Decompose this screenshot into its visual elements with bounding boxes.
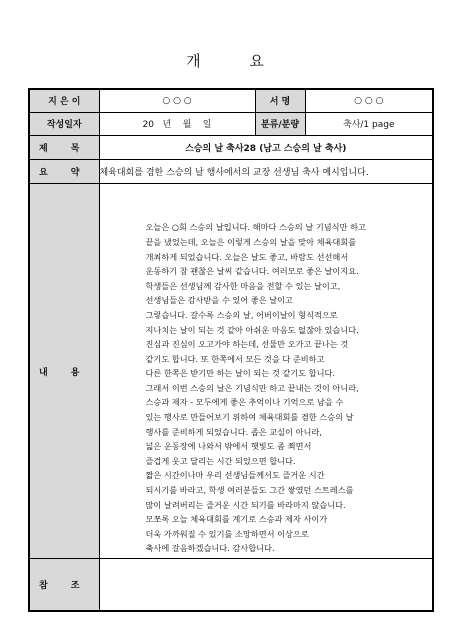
content-line: 행사를 준비하게 되었습니다. 좁은 교실이 아니라, <box>145 426 322 437</box>
content-line: 학생들은 선생님께 감사한 마음을 전할 수 있는 날이고, <box>145 280 341 291</box>
content-line: 같기도 합니다. 또 한쪽에서 모든 것을 다 준비하고 <box>145 353 325 364</box>
content-line: 끝을 냈었는데, 오늘은 이렇게 스승의 날을 맞아 체육대회를 <box>145 236 357 247</box>
content-line: 다른 한쪽은 받기만 하는 날이 되는 것 같기도 합니다. <box>145 368 336 379</box>
content-line: 그렇습니다. 갈수록 스승의 날, 어버이날이 형식적으로 <box>145 309 338 320</box>
summary-row <box>29 160 433 184</box>
date-label: 작성일자 <box>29 112 99 135</box>
content-line: 개최하게 되었습니다. 오늘은 날도 좋고, 바람도 선선해서 <box>145 251 349 262</box>
content-body <box>100 186 433 556</box>
content-line: 즐겁게 웃고 달리는 시간 되었으면 합니다. <box>145 455 296 466</box>
author-value: ○ ○ ○ <box>99 89 255 112</box>
author-row <box>29 89 433 112</box>
content-line: 축사에 갈음하겠습니다. 감사합니다. <box>145 543 275 554</box>
summary-value: 체육대회를 겸한 스승의 날 행사에서의 교장 선생님 축사 예시입니다. <box>99 160 433 184</box>
content-label: 내 용 <box>29 184 99 558</box>
content-line: 선생님들은 감사받을 수 있어 좋은 날이고 <box>145 295 293 306</box>
content-line: 짧은 시간이나마 우리 선생님들께서도 즐거운 시간 <box>145 470 325 481</box>
reference-row <box>29 558 433 611</box>
content-line: 되시기를 바라고, 학생 여러분들도 그간 쌓였던 스트레스를 <box>145 485 354 496</box>
content-line: 운동하기 참 괜찮은 날씨 같습니다. 여러모로 좋은 날이지요. <box>145 266 359 277</box>
content-line: 있는 행사로 만들어보기 위하여 체육대회를 겸한 스승의 날 <box>145 412 354 423</box>
content-line: 오늘은 ○회 스승의 날입니다. 해마다 스승의 날 기념식만 하고 <box>145 222 366 233</box>
content-line: 스승과 제자 - 모두에게 좋은 추억이나 기억으로 남을 수 <box>145 397 344 408</box>
author-label: 지 은 이 <box>29 89 99 112</box>
overview-table <box>28 88 434 612</box>
signature-label: 서 명 <box>255 89 305 112</box>
content-row <box>29 184 433 558</box>
category-label: 분류/분량 <box>255 112 305 135</box>
content-line: 지나치는 날이 되는 것 같아 아쉬운 마음도 없잖아 있습니다. <box>145 324 359 335</box>
content-line: 많이 날려버리는 즐거운 시간 되기를 바라마지 않습니다. <box>145 499 346 510</box>
document-title: 개 요 <box>186 52 286 70</box>
content-line: 진심과 진심이 오고가야 하는데, 선물만 오가고 끝나는 것 <box>145 339 349 350</box>
reference-value <box>99 558 433 611</box>
summary-label: 요 약 <box>29 160 99 184</box>
reference-label: 참 조 <box>29 558 99 611</box>
category-value: 축사/1 page <box>305 112 433 135</box>
content-line: 더욱 가까워질 수 있기를 소망하면서 이상으로 <box>145 528 309 539</box>
subject-label: 제 목 <box>29 135 99 159</box>
subject-row <box>29 135 433 159</box>
content-line: 그래서 이번 스승의 날은 기념식만 하고 끝내는 것이 아니라, <box>145 382 359 393</box>
content-line: 넓은 운동장에 나와서 밖에서 햇빛도 좀 쬐면서 <box>145 441 312 452</box>
subject-value: 스승의 날 축사28 (남고 스승의 날 축사) <box>99 135 433 159</box>
date-value: 20 년 월 일 <box>99 112 255 135</box>
date-row <box>29 112 433 135</box>
content-cell <box>99 184 433 558</box>
signature-value: ○ ○ ○ <box>305 89 433 112</box>
content-line: 모쪼록 오늘 체육대회를 계기로 스승과 제자 사이가 <box>145 514 328 525</box>
